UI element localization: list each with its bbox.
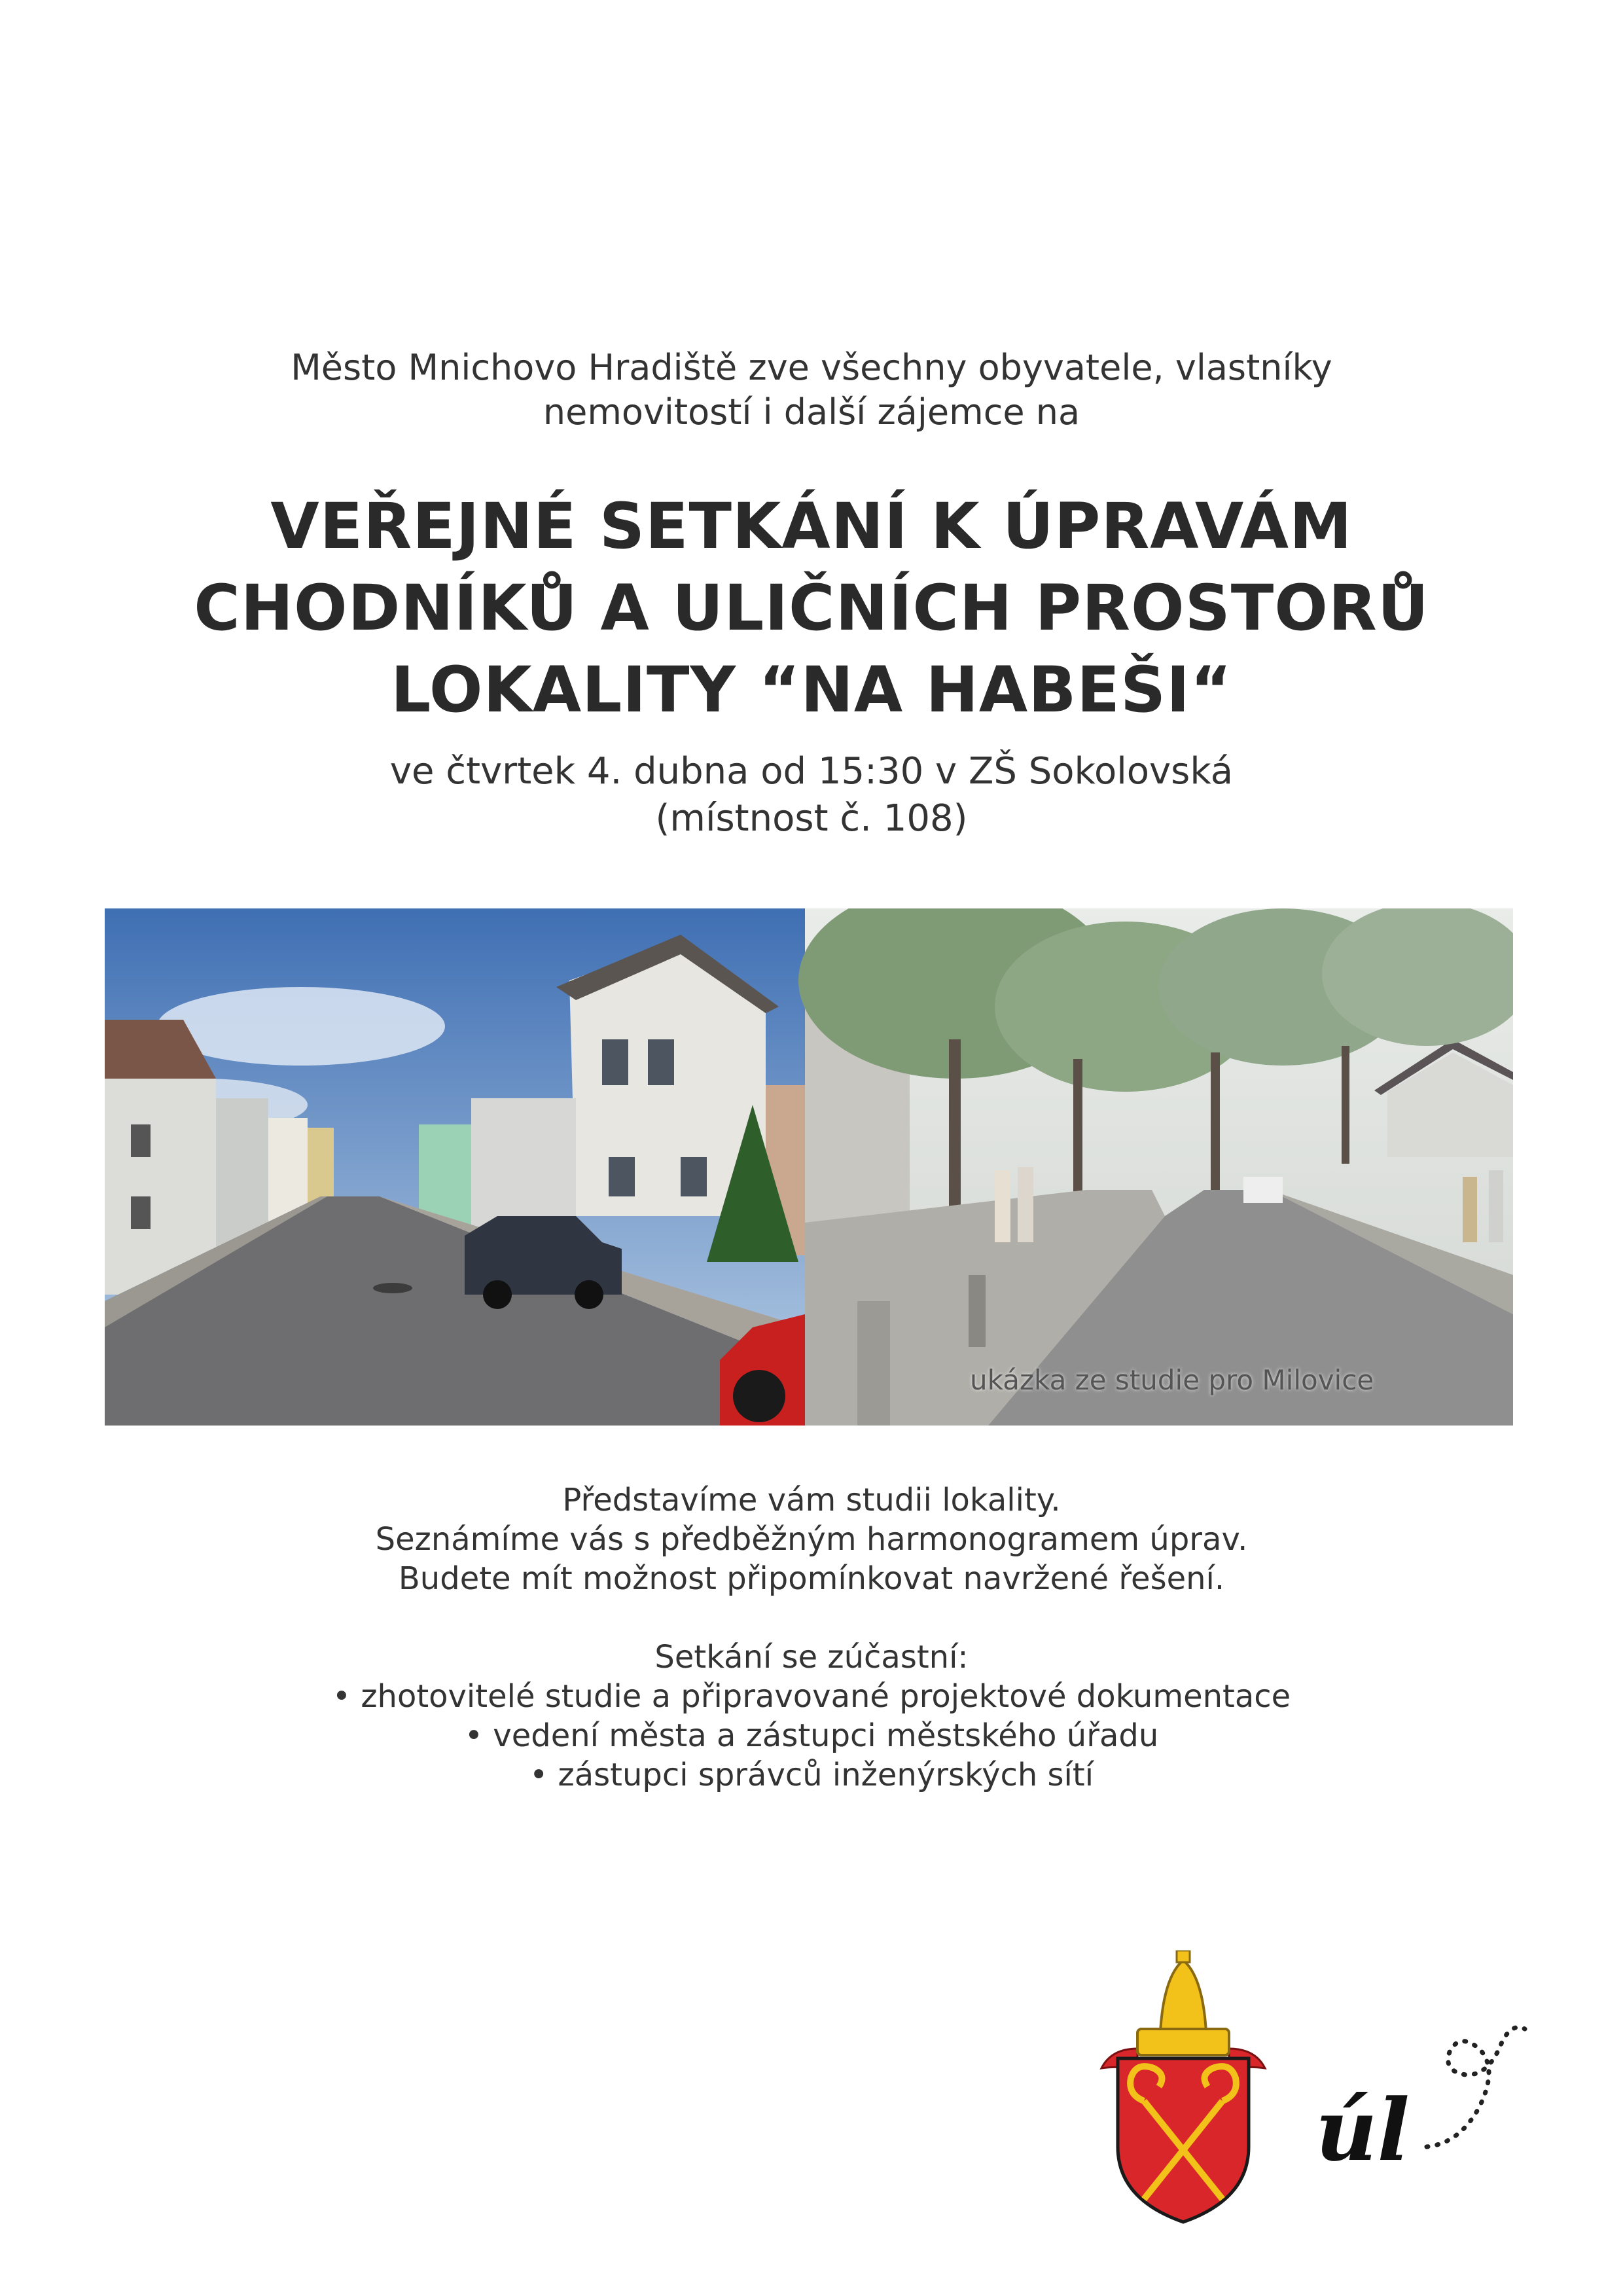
title-line-1: VEŘEJNÉ SETKÁNÍ K ÚPRAVÁM	[270, 490, 1353, 563]
event-date-line: ve čtvrtek 4. dubna od 15:30 v ZŠ Sokolovská	[389, 750, 1234, 793]
street-photo-comparison	[105, 908, 1513, 1426]
intro-line-1: Město Mnichovo Hradiště zve všechny obyvatele, vlastníky	[291, 347, 1332, 388]
current-street-photo	[105, 908, 805, 1426]
description-line-1: Představíme vám studii lokality.	[562, 1482, 1061, 1518]
participants-heading: Setkání se zúčastní:	[654, 1639, 969, 1676]
participant-item-3: • zástupci správců inženýrských sítí	[529, 1757, 1094, 1793]
spacer	[0, 1598, 1623, 1638]
meeting-description	[0, 1480, 1623, 1795]
participant-item-1: • zhotovitelé studie a připravované projektové dokumentace	[332, 1678, 1291, 1715]
studio-logo-text: úl	[1315, 2080, 1410, 2180]
photo-caption: ukázka ze studie pro Milovice	[970, 1364, 1374, 1396]
study-visualization-photo	[798, 908, 1513, 1426]
participant-item-2: • vedení města a zástupci městského úřadu	[464, 1717, 1159, 1754]
description-line-2: Seznámíme vás s předběžným harmonogramem úprav.	[375, 1521, 1248, 1558]
event-title	[0, 486, 1623, 731]
event-room-line: (místnost č. 108)	[655, 797, 968, 840]
intro-line-2: nemovitostí i další zájemce na	[543, 391, 1080, 433]
invitation-intro	[0, 346, 1623, 435]
description-line-3: Budete mít možnost připomínkovat navržené řešení.	[398, 1560, 1225, 1597]
title-line-3: LOKALITY “NA HABEŠI“	[391, 653, 1232, 726]
dotted-nine-icon	[1427, 2028, 1525, 2147]
title-line-2: CHODNÍKŮ A ULIČNÍCH PROSTORŮ	[194, 571, 1429, 645]
studio-logo	[1309, 2016, 1531, 2186]
town-coat-of-arms-icon	[1098, 1950, 1268, 2225]
street-photo-illustration	[105, 908, 1513, 1426]
event-time-place	[0, 748, 1623, 842]
